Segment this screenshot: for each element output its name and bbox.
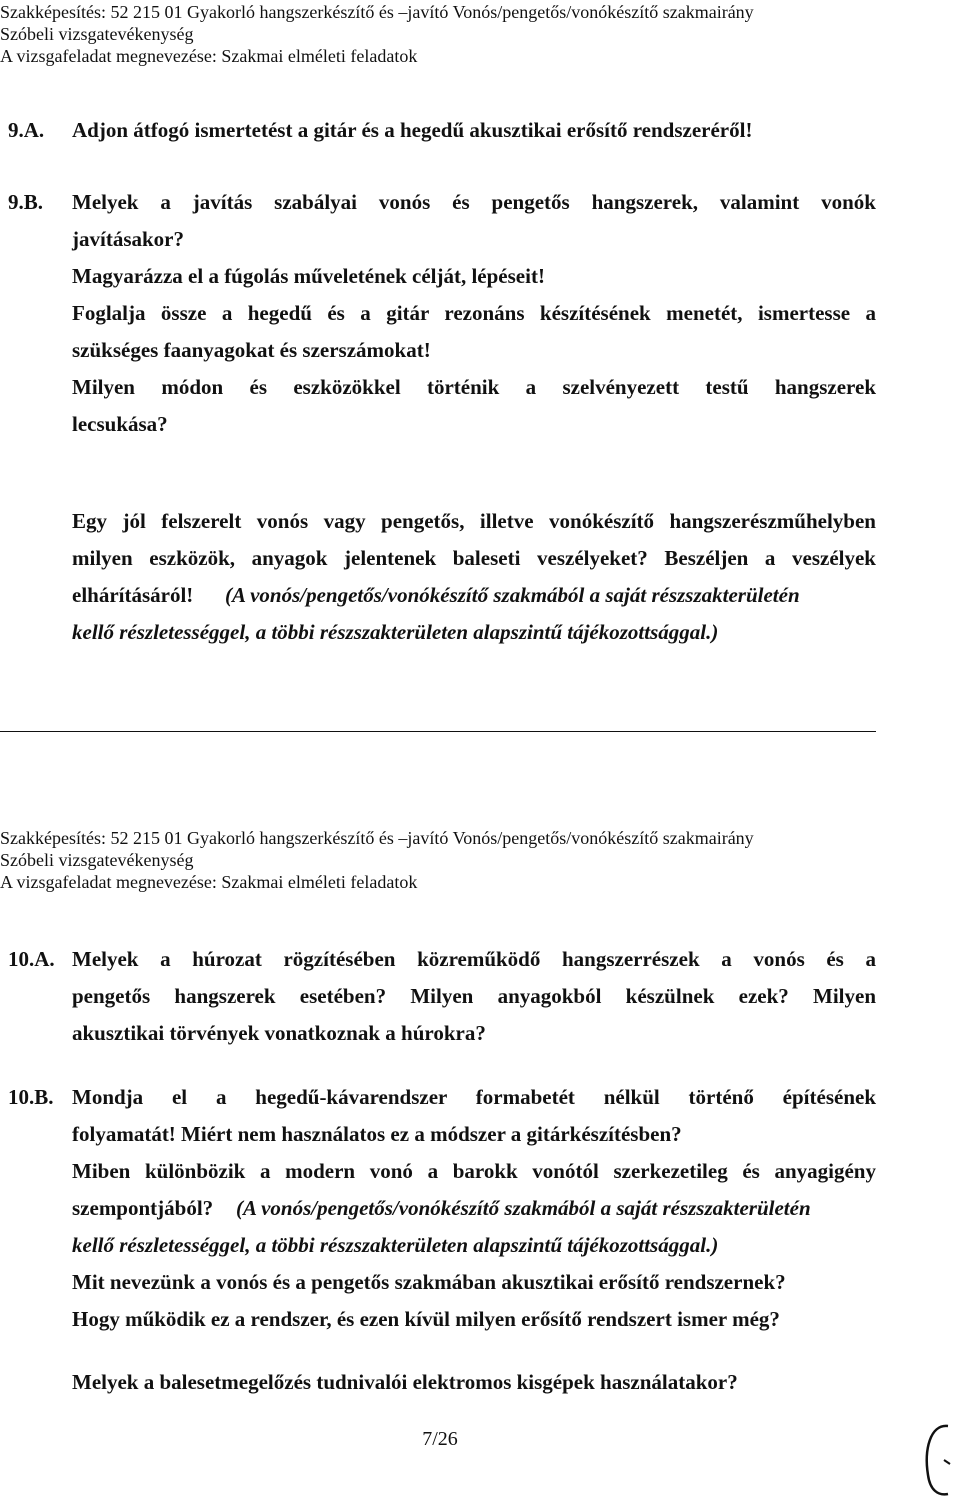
question-text: szempontjából? bbox=[72, 1196, 214, 1220]
question-text: Mondja el a hegedű-kávarendszer formabetét nélkül történő építésének bbox=[72, 1085, 876, 1109]
header-qualification: Szakképesítés: 52 215 01 Gyakorló hangszerkészítő és –javító Vonós/pengetős/vonókészítő szakmairány bbox=[0, 2, 754, 22]
question-10b bbox=[8, 1079, 888, 1399]
header-activity: Szóbeli vizsgatevékenység bbox=[0, 850, 194, 870]
question-number: 9.B. bbox=[8, 190, 44, 214]
question-text: Milyen módon és eszközökkel történik a szelvényezett testű hangszerek bbox=[72, 375, 876, 399]
header-task-name: A vizsgafeladat megnevezése: Szakmai elméleti feladatok bbox=[0, 46, 418, 66]
question-text: milyen eszközök, anyagok jelentenek baleseti veszélyeket? Beszéljen a veszélyek bbox=[72, 546, 876, 570]
question-text: Melyek a javítás szabályai vonós és pengetős hangszerek, valamint vonók bbox=[72, 190, 876, 214]
question-9b bbox=[8, 184, 888, 664]
page-header bbox=[0, 1, 754, 67]
header-activity: Szóbeli vizsgatevékenység bbox=[0, 24, 194, 44]
header-task-name: A vizsgafeladat megnevezése: Szakmai elméleti feladatok bbox=[0, 872, 418, 892]
question-text: Melyek a balesetmegelőzés tudnivalói elektromos kisgépek használatakor? bbox=[72, 1370, 738, 1394]
question-text: elhárításáról! bbox=[72, 583, 194, 607]
question-text: pengetős hangszerek esetében? Milyen anyagokból készülnek ezek? Milyen bbox=[72, 984, 876, 1008]
question-text: Hogy működik ez a rendszer, és ezen kívül milyen erősítő rendszert ismer még? bbox=[72, 1307, 780, 1331]
question-text: szükséges faanyagokat és szerszámokat! bbox=[72, 338, 431, 362]
question-text: Mit nevezünk a vonós és a pengetős szakmában akusztikai erősítő rendszernek? bbox=[72, 1270, 786, 1294]
question-text: javításakor? bbox=[72, 227, 184, 251]
handwritten-mark bbox=[918, 1420, 958, 1500]
page-divider bbox=[0, 731, 876, 732]
question-text: Foglalja össze a hegedű és a gitár rezonáns készítésének menetét, ismertesse a bbox=[72, 301, 876, 325]
question-number: 9.A. bbox=[8, 118, 45, 142]
header-qualification: Szakképesítés: 52 215 01 Gyakorló hangszerkészítő és –javító Vonós/pengetős/vonókészítő szakmairány bbox=[0, 828, 754, 848]
question-number: 10.A. bbox=[8, 947, 55, 971]
page-header bbox=[0, 827, 754, 893]
question-note: (A vonós/pengetős/vonókészítő szakmából a saját részszakterületén bbox=[236, 1196, 811, 1220]
question-text: folyamatát! Miért nem használatos ez a módszer a gitárkészítésben? bbox=[72, 1122, 682, 1146]
question-text: lecsukása? bbox=[72, 412, 168, 436]
question-text: Melyek a húrozat rögzítésében közreműködő hangszerrészek a vonós és a bbox=[72, 947, 876, 971]
page-number: 7/26 bbox=[422, 1428, 458, 1450]
question-text: Egy jól felszerelt vonós vagy pengetős, illetve vonókészítő hangszerészműhelyben bbox=[72, 509, 876, 533]
question-note: (A vonós/pengetős/vonókészítő szakmából a saját részszakterületén bbox=[225, 583, 800, 607]
question-text: akusztikai törvények vonatkoznak a húrokra? bbox=[72, 1021, 486, 1045]
question-text: Magyarázza el a fúgolás műveletének célját, lépéseit! bbox=[72, 264, 545, 288]
question-text: Miben különbözik a modern vonó a barokk vonótól szerkezetileg és anyagigény bbox=[72, 1159, 876, 1183]
question-note: kellő részletességgel, a többi részszakterületen alapszintű tájékozottsággal.) bbox=[72, 620, 719, 644]
question-note: kellő részletességgel, a többi részszakterületen alapszintű tájékozottsággal.) bbox=[72, 1233, 719, 1257]
question-text: Adjon átfogó ismertetést a gitár és a hegedű akusztikai erősítő rendszeréről! bbox=[72, 118, 753, 142]
question-number: 10.B. bbox=[8, 1085, 54, 1109]
